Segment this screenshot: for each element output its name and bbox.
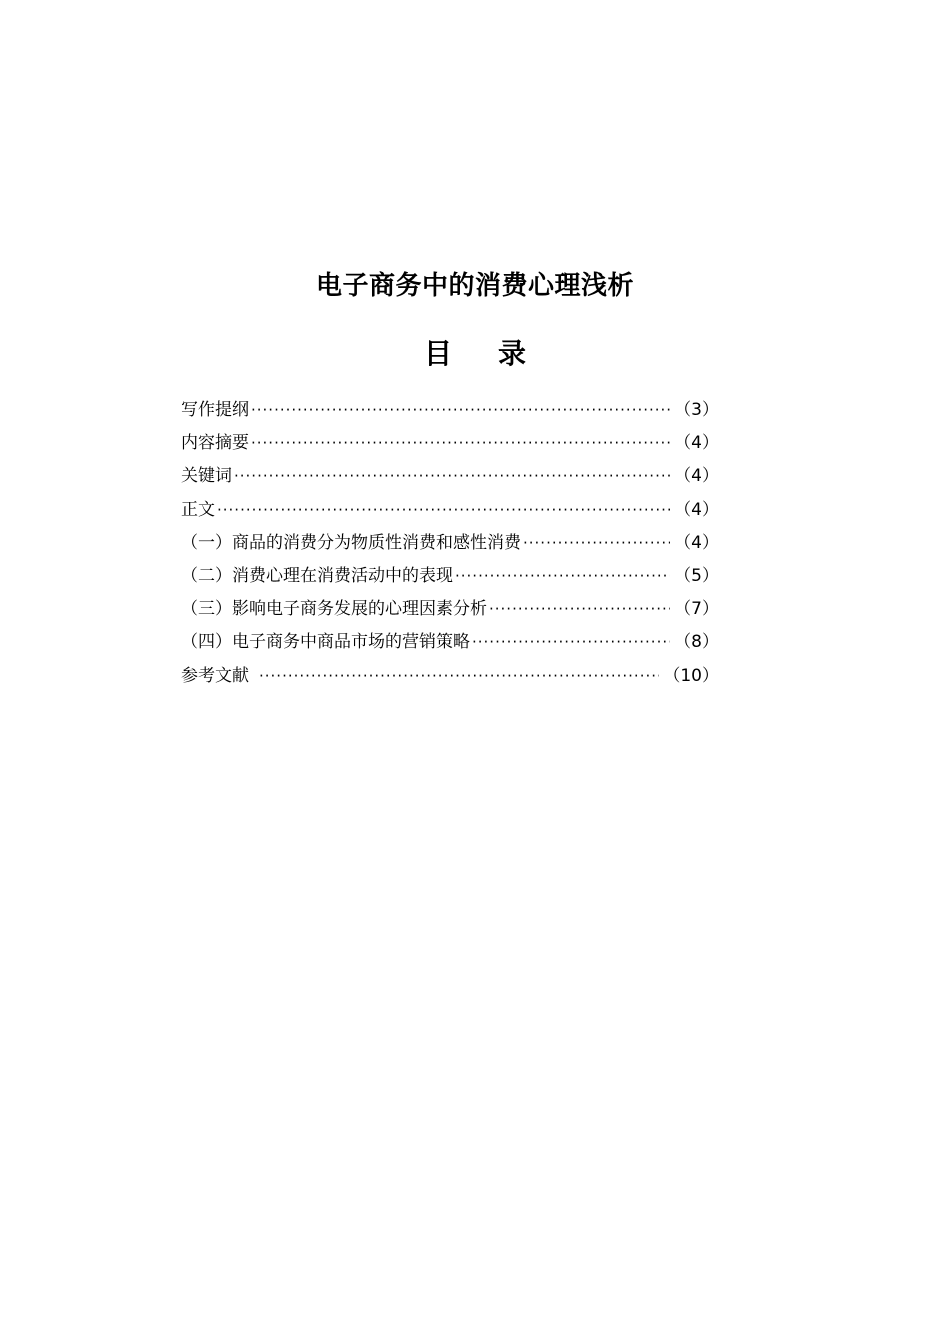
toc-entry-label: 参考文献 <box>181 665 249 686</box>
toc-entry-label: 正文 <box>181 499 215 520</box>
toc-entry-abstract <box>181 427 719 460</box>
toc-heading-char-2: 录 <box>498 337 527 370</box>
toc-entry-page: （4） <box>674 466 719 487</box>
toc-entry-section-2 <box>181 560 719 593</box>
toc-heading-char-1: 目 <box>423 337 452 370</box>
toc-leader-dots <box>234 460 670 493</box>
table-of-contents <box>181 394 719 693</box>
toc-entry-main-text <box>181 494 719 527</box>
toc-entry-page: （8） <box>674 632 719 653</box>
toc-entry-label: （一）商品的消费分为物质性消费和感性消费 <box>181 532 521 553</box>
toc-entry-label: （三）影响电子商务发展的心理因素分析 <box>181 599 487 620</box>
toc-leader-dots <box>523 527 670 560</box>
toc-entry-page: （4） <box>674 532 719 553</box>
toc-entry-page: （3） <box>674 400 719 420</box>
toc-entry-page: （10） <box>663 665 719 686</box>
document-title: 电子商务中的消费心理浅析 <box>315 271 634 301</box>
toc-heading <box>0 334 950 374</box>
toc-entry-page: （4） <box>674 433 719 454</box>
toc-entry-keywords <box>181 460 719 493</box>
toc-entry-writing-outline <box>181 394 719 427</box>
toc-entry-label: 关键词 <box>181 466 232 487</box>
toc-entry-page: （7） <box>674 599 719 620</box>
toc-leader-dots <box>472 626 670 659</box>
toc-leader-dots <box>455 560 670 593</box>
toc-entry-section-4 <box>181 626 719 659</box>
toc-entry-label: （四）电子商务中商品市场的营销策略 <box>181 632 470 653</box>
toc-leader-dots <box>217 494 670 527</box>
toc-entry-page: （5） <box>674 565 719 586</box>
toc-leader-dots <box>251 427 670 460</box>
toc-leader-dots <box>259 660 659 693</box>
toc-entry-section-1 <box>181 527 719 560</box>
toc-entry-section-3 <box>181 593 719 626</box>
toc-leader-dots <box>251 394 670 427</box>
toc-leader-dots <box>489 593 670 626</box>
toc-entry-label: 写作提纲 <box>181 400 249 420</box>
toc-entry-label: （二）消费心理在消费活动中的表现 <box>181 565 453 586</box>
toc-entry-label: 内容摘要 <box>181 433 249 454</box>
toc-entry-references <box>181 660 719 693</box>
toc-entry-page: （4） <box>674 499 719 520</box>
